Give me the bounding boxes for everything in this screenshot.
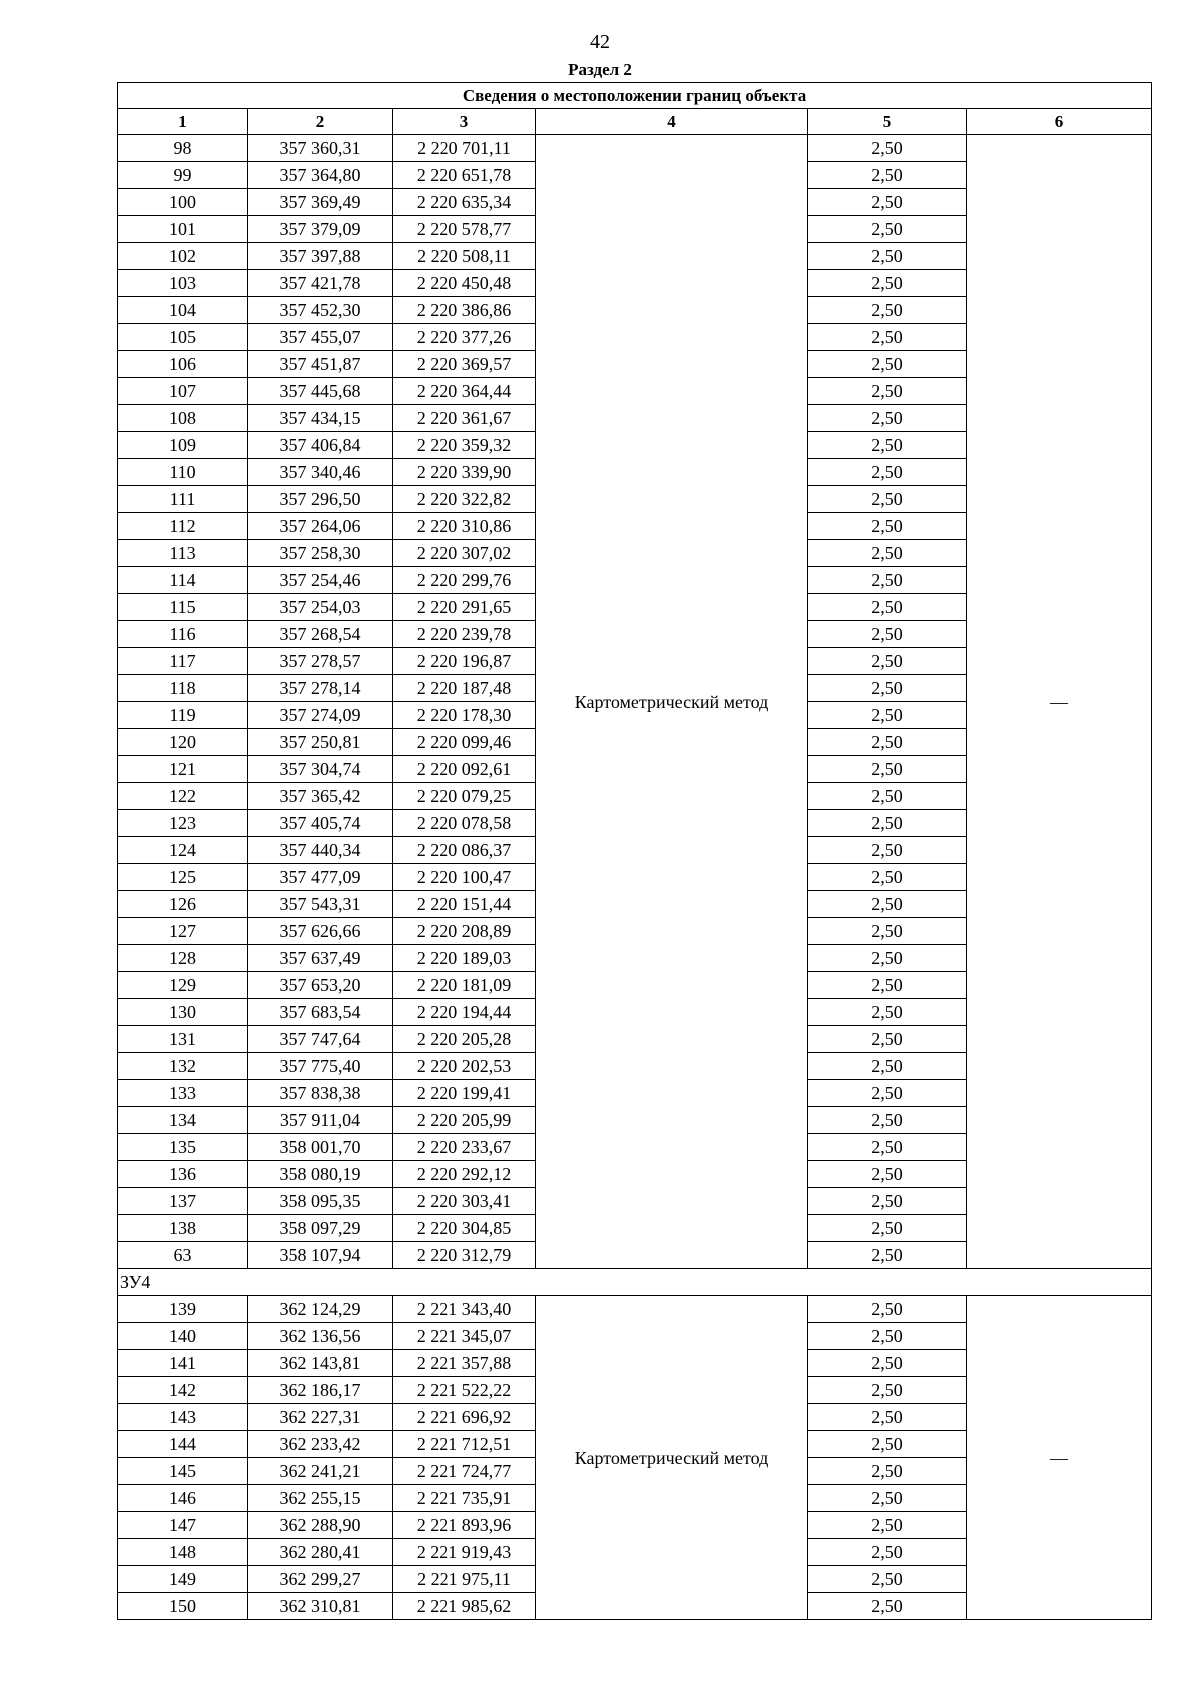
point-number-cell: 119 [118,702,248,729]
point-number-cell: 147 [118,1512,248,1539]
accuracy-cell: 2,50 [808,297,967,324]
point-number-cell: 104 [118,297,248,324]
coordinate-x-cell: 357 406,84 [248,432,393,459]
group-label: ЗУ4 [118,1269,1152,1296]
accuracy-cell: 2,50 [808,594,967,621]
point-number-cell: 105 [118,324,248,351]
accuracy-cell: 2,50 [808,459,967,486]
accuracy-cell: 2,50 [808,1539,967,1566]
point-number-cell: 145 [118,1458,248,1485]
point-number-cell: 101 [118,216,248,243]
coordinate-x-cell: 357 360,31 [248,135,393,162]
coordinate-x-cell: 358 095,35 [248,1188,393,1215]
accuracy-cell: 2,50 [808,1323,967,1350]
point-number-cell: 106 [118,351,248,378]
coordinate-x-cell: 357 911,04 [248,1107,393,1134]
page-number: 42 [590,31,610,53]
accuracy-cell: 2,50 [808,216,967,243]
coordinate-x-cell: 362 124,29 [248,1296,393,1323]
coordinate-x-cell: 358 080,19 [248,1161,393,1188]
accuracy-cell: 2,50 [808,918,967,945]
accuracy-cell: 2,50 [808,1242,967,1269]
point-number-cell: 112 [118,513,248,540]
point-number-cell: 108 [118,405,248,432]
point-number-cell: 130 [118,999,248,1026]
note-cell: — [967,1296,1152,1620]
coordinate-x-cell: 357 250,81 [248,729,393,756]
column-number: 2 [248,109,393,135]
column-number: 5 [808,109,967,135]
accuracy-cell: 2,50 [808,351,967,378]
accuracy-cell: 2,50 [808,162,967,189]
point-number-cell: 123 [118,810,248,837]
column-number: 4 [536,109,808,135]
accuracy-cell: 2,50 [808,1026,967,1053]
table-row [118,135,1152,162]
coordinate-x-cell: 357 653,20 [248,972,393,999]
point-number-cell: 121 [118,756,248,783]
point-number-cell: 150 [118,1593,248,1620]
coordinate-x-cell: 362 310,81 [248,1593,393,1620]
accuracy-cell: 2,50 [808,864,967,891]
coordinate-y-cell: 2 220 291,65 [393,594,536,621]
coordinate-y-cell: 2 220 092,61 [393,756,536,783]
coordinate-x-cell: 362 136,56 [248,1323,393,1350]
coordinate-x-cell: 357 296,50 [248,486,393,513]
coordinate-y-cell: 2 221 712,51 [393,1431,536,1458]
accuracy-cell: 2,50 [808,729,967,756]
coordinate-x-cell: 357 838,38 [248,1080,393,1107]
point-number-cell: 63 [118,1242,248,1269]
coordinate-y-cell: 2 220 307,02 [393,540,536,567]
coordinate-x-cell: 357 268,54 [248,621,393,648]
coordinate-y-cell: 2 221 343,40 [393,1296,536,1323]
coordinate-y-cell: 2 220 181,09 [393,972,536,999]
point-number-cell: 132 [118,1053,248,1080]
accuracy-cell: 2,50 [808,486,967,513]
point-number-cell: 111 [118,486,248,513]
point-number-cell: 114 [118,567,248,594]
coordinate-y-cell: 2 220 310,86 [393,513,536,540]
accuracy-cell: 2,50 [808,837,967,864]
table-body [118,83,1152,1620]
coordinate-x-cell: 362 255,15 [248,1485,393,1512]
coordinate-y-cell: 2 221 357,88 [393,1350,536,1377]
coordinate-y-cell: 2 220 299,76 [393,567,536,594]
note-cell: — [967,135,1152,1269]
point-number-cell: 135 [118,1134,248,1161]
point-number-cell: 117 [118,648,248,675]
coordinate-y-cell: 2 221 985,62 [393,1593,536,1620]
coordinate-y-cell: 2 220 312,79 [393,1242,536,1269]
table-row [118,1296,1152,1323]
coordinate-y-cell: 2 220 635,34 [393,189,536,216]
accuracy-cell: 2,50 [808,1377,967,1404]
table-caption: Сведения о местоположении границ объекта [118,83,1152,109]
point-number-cell: 138 [118,1215,248,1242]
coordinate-y-cell: 2 220 339,90 [393,459,536,486]
coordinate-y-cell: 2 220 361,67 [393,405,536,432]
point-number-cell: 131 [118,1026,248,1053]
coordinate-y-cell: 2 220 196,87 [393,648,536,675]
accuracy-cell: 2,50 [808,1188,967,1215]
accuracy-cell: 2,50 [808,675,967,702]
coordinate-x-cell: 357 637,49 [248,945,393,972]
accuracy-cell: 2,50 [808,567,967,594]
coordinate-y-cell: 2 220 651,78 [393,162,536,189]
coordinate-x-cell: 362 299,27 [248,1566,393,1593]
point-number-cell: 122 [118,783,248,810]
point-number-cell: 99 [118,162,248,189]
coordinate-x-cell: 357 364,80 [248,162,393,189]
coordinate-x-cell: 362 227,31 [248,1404,393,1431]
accuracy-cell: 2,50 [808,1215,967,1242]
point-number-cell: 144 [118,1431,248,1458]
coordinate-x-cell: 358 001,70 [248,1134,393,1161]
point-number-cell: 120 [118,729,248,756]
coordinate-x-cell: 357 683,54 [248,999,393,1026]
point-number-cell: 129 [118,972,248,999]
table-caption-row [118,83,1152,109]
accuracy-cell: 2,50 [808,1566,967,1593]
coordinate-x-cell: 357 452,30 [248,297,393,324]
coordinate-y-cell: 2 220 205,99 [393,1107,536,1134]
coordinate-y-cell: 2 220 099,46 [393,729,536,756]
coordinate-y-cell: 2 221 522,22 [393,1377,536,1404]
coordinate-y-cell: 2 220 086,37 [393,837,536,864]
accuracy-cell: 2,50 [808,243,967,270]
coordinate-y-cell: 2 220 304,85 [393,1215,536,1242]
point-number-cell: 110 [118,459,248,486]
coordinate-y-cell: 2 220 208,89 [393,918,536,945]
coordinate-y-cell: 2 220 187,48 [393,675,536,702]
point-number-cell: 98 [118,135,248,162]
coordinate-y-cell: 2 220 386,86 [393,297,536,324]
coordinate-y-cell: 2 220 369,57 [393,351,536,378]
coordinate-y-cell: 2 221 975,11 [393,1566,536,1593]
coordinate-x-cell: 357 278,14 [248,675,393,702]
coordinate-y-cell: 2 221 919,43 [393,1539,536,1566]
accuracy-cell: 2,50 [808,540,967,567]
coordinate-x-cell: 358 097,29 [248,1215,393,1242]
accuracy-cell: 2,50 [808,783,967,810]
accuracy-cell: 2,50 [808,1512,967,1539]
coordinate-x-cell: 357 379,09 [248,216,393,243]
accuracy-cell: 2,50 [808,621,967,648]
coordinate-y-cell: 2 220 202,53 [393,1053,536,1080]
coordinate-y-cell: 2 220 194,44 [393,999,536,1026]
accuracy-cell: 2,50 [808,1431,967,1458]
accuracy-cell: 2,50 [808,648,967,675]
coordinate-y-cell: 2 220 078,58 [393,810,536,837]
method-cell: Картометрический метод [536,135,808,1269]
point-number-cell: 118 [118,675,248,702]
coordinate-x-cell: 357 369,49 [248,189,393,216]
coordinate-x-cell: 357 258,30 [248,540,393,567]
coordinate-x-cell: 357 365,42 [248,783,393,810]
coordinate-y-cell: 2 220 233,67 [393,1134,536,1161]
point-number-cell: 126 [118,891,248,918]
point-number-cell: 113 [118,540,248,567]
point-number-cell: 134 [118,1107,248,1134]
point-number-cell: 127 [118,918,248,945]
accuracy-cell: 2,50 [808,270,967,297]
coordinate-x-cell: 362 233,42 [248,1431,393,1458]
coordinate-x-cell: 357 274,09 [248,702,393,729]
accuracy-cell: 2,50 [808,945,967,972]
point-number-cell: 103 [118,270,248,297]
accuracy-cell: 2,50 [808,1107,967,1134]
coordinate-y-cell: 2 220 292,12 [393,1161,536,1188]
accuracy-cell: 2,50 [808,1053,967,1080]
coordinate-x-cell: 357 451,87 [248,351,393,378]
accuracy-cell: 2,50 [808,972,967,999]
coordinate-y-cell: 2 220 178,30 [393,702,536,729]
coordinate-x-cell: 358 107,94 [248,1242,393,1269]
accuracy-cell: 2,50 [808,1458,967,1485]
accuracy-cell: 2,50 [808,810,967,837]
coordinate-y-cell: 2 221 345,07 [393,1323,536,1350]
coordinate-x-cell: 357 775,40 [248,1053,393,1080]
coordinate-y-cell: 2 221 696,92 [393,1404,536,1431]
column-number-row [118,109,1152,135]
coordinate-y-cell: 2 220 239,78 [393,621,536,648]
accuracy-cell: 2,50 [808,1350,967,1377]
accuracy-cell: 2,50 [808,405,967,432]
point-number-cell: 124 [118,837,248,864]
coordinate-y-cell: 2 220 151,44 [393,891,536,918]
coordinate-y-cell: 2 220 205,28 [393,1026,536,1053]
coordinate-x-cell: 357 440,34 [248,837,393,864]
coordinate-x-cell: 357 747,64 [248,1026,393,1053]
column-number: 3 [393,109,536,135]
coordinate-x-cell: 357 254,46 [248,567,393,594]
point-number-cell: 146 [118,1485,248,1512]
accuracy-cell: 2,50 [808,324,967,351]
point-number-cell: 109 [118,432,248,459]
coordinate-x-cell: 357 543,31 [248,891,393,918]
point-number-cell: 137 [118,1188,248,1215]
coordinate-x-cell: 362 241,21 [248,1458,393,1485]
coordinate-y-cell: 2 221 724,77 [393,1458,536,1485]
coordinate-x-cell: 362 143,81 [248,1350,393,1377]
coordinate-x-cell: 357 421,78 [248,270,393,297]
coordinate-y-cell: 2 220 450,48 [393,270,536,297]
point-number-cell: 143 [118,1404,248,1431]
point-number-cell: 107 [118,378,248,405]
coordinate-x-cell: 357 254,03 [248,594,393,621]
accuracy-cell: 2,50 [808,1485,967,1512]
coordinate-x-cell: 357 626,66 [248,918,393,945]
coordinate-y-cell: 2 220 508,11 [393,243,536,270]
coordinate-x-cell: 362 280,41 [248,1539,393,1566]
point-number-cell: 128 [118,945,248,972]
coordinate-y-cell: 2 220 100,47 [393,864,536,891]
coordinate-x-cell: 362 186,17 [248,1377,393,1404]
coordinate-y-cell: 2 220 322,82 [393,486,536,513]
point-number-cell: 136 [118,1161,248,1188]
accuracy-cell: 2,50 [808,1134,967,1161]
section-title: Раздел 2 [568,60,632,79]
accuracy-cell: 2,50 [808,432,967,459]
coordinate-x-cell: 357 405,74 [248,810,393,837]
point-number-cell: 100 [118,189,248,216]
column-number: 1 [118,109,248,135]
accuracy-cell: 2,50 [808,1296,967,1323]
coordinate-x-cell: 357 340,46 [248,459,393,486]
point-number-cell: 102 [118,243,248,270]
accuracy-cell: 2,50 [808,189,967,216]
point-number-cell: 149 [118,1566,248,1593]
coordinate-y-cell: 2 220 359,32 [393,432,536,459]
coordinate-x-cell: 362 288,90 [248,1512,393,1539]
accuracy-cell: 2,50 [808,999,967,1026]
accuracy-cell: 2,50 [808,702,967,729]
coordinate-x-cell: 357 278,57 [248,648,393,675]
coordinate-x-cell: 357 477,09 [248,864,393,891]
coordinate-y-cell: 2 220 189,03 [393,945,536,972]
coordinate-y-cell: 2 220 377,26 [393,324,536,351]
point-number-cell: 140 [118,1323,248,1350]
coordinate-y-cell: 2 221 735,91 [393,1485,536,1512]
coordinate-y-cell: 2 220 701,11 [393,135,536,162]
coordinate-y-cell: 2 220 578,77 [393,216,536,243]
accuracy-cell: 2,50 [808,513,967,540]
coordinate-x-cell: 357 264,06 [248,513,393,540]
accuracy-cell: 2,50 [808,1593,967,1620]
coordinate-y-cell: 2 220 199,41 [393,1080,536,1107]
accuracy-cell: 2,50 [808,756,967,783]
coordinate-y-cell: 2 220 364,44 [393,378,536,405]
boundary-coordinates-table [117,82,1152,1620]
accuracy-cell: 2,50 [808,1161,967,1188]
coordinate-y-cell: 2 220 079,25 [393,783,536,810]
coordinate-x-cell: 357 455,07 [248,324,393,351]
coordinate-x-cell: 357 304,74 [248,756,393,783]
coordinate-x-cell: 357 445,68 [248,378,393,405]
accuracy-cell: 2,50 [808,1404,967,1431]
coordinate-y-cell: 2 220 303,41 [393,1188,536,1215]
accuracy-cell: 2,50 [808,135,967,162]
point-number-cell: 148 [118,1539,248,1566]
point-number-cell: 125 [118,864,248,891]
coordinate-x-cell: 357 434,15 [248,405,393,432]
method-cell: Картометрический метод [536,1296,808,1620]
point-number-cell: 141 [118,1350,248,1377]
coordinate-y-cell: 2 221 893,96 [393,1512,536,1539]
coordinate-x-cell: 357 397,88 [248,243,393,270]
accuracy-cell: 2,50 [808,378,967,405]
point-number-cell: 115 [118,594,248,621]
point-number-cell: 139 [118,1296,248,1323]
accuracy-cell: 2,50 [808,891,967,918]
group-row [118,1269,1152,1296]
point-number-cell: 142 [118,1377,248,1404]
column-number: 6 [967,109,1152,135]
accuracy-cell: 2,50 [808,1080,967,1107]
point-number-cell: 133 [118,1080,248,1107]
point-number-cell: 116 [118,621,248,648]
